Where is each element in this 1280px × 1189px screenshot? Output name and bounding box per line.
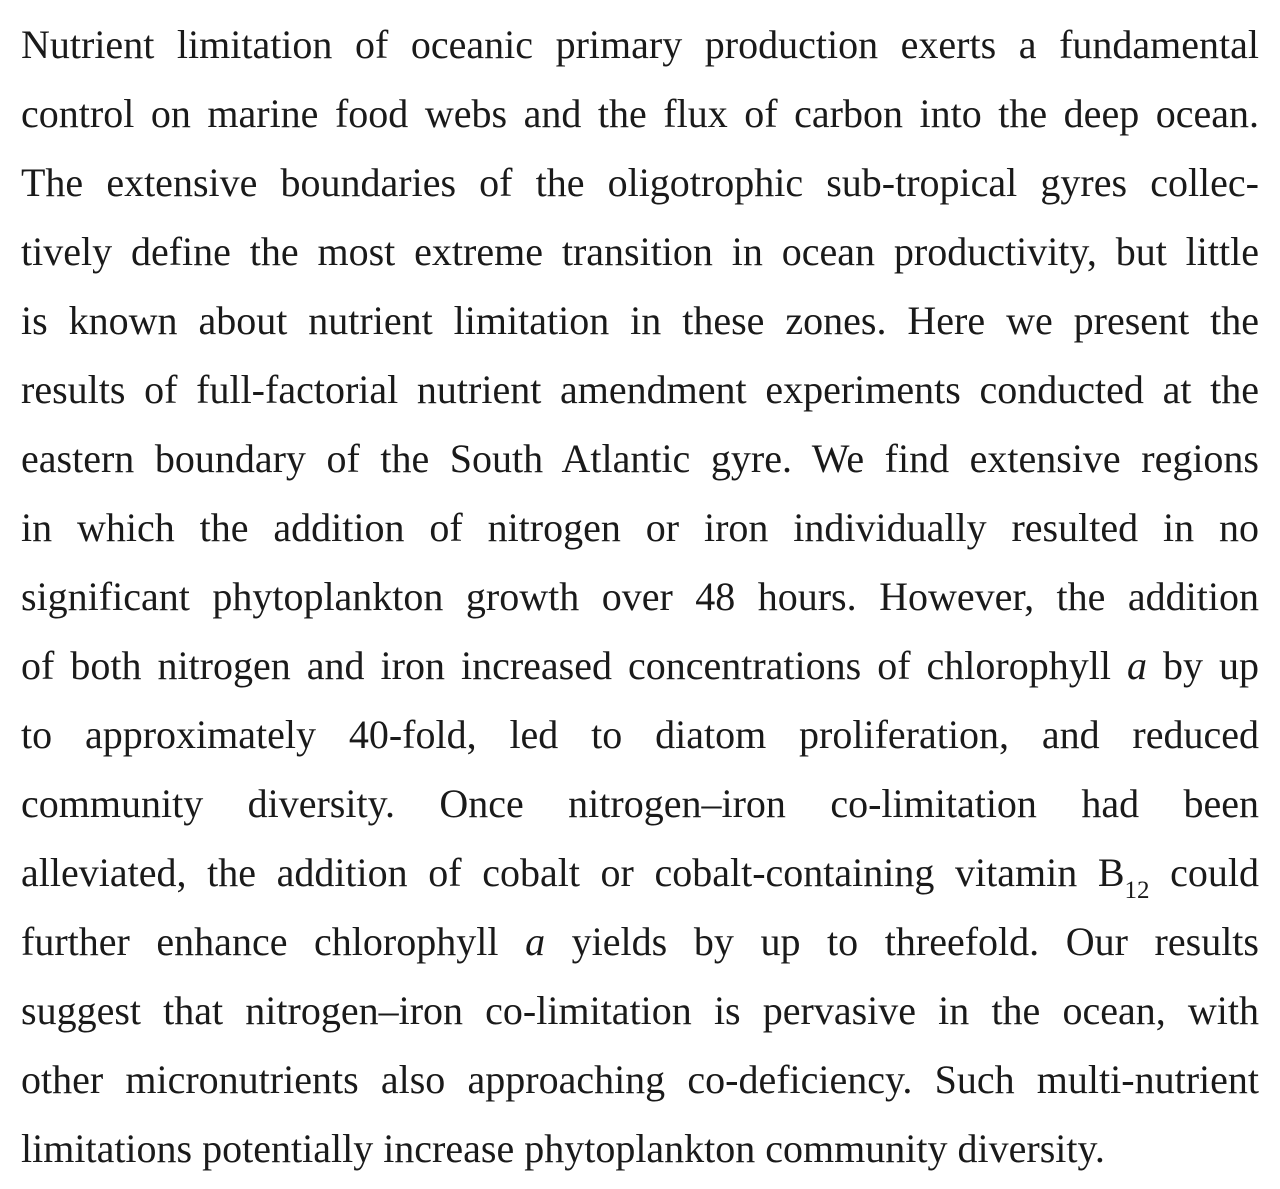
text-line: significant phytoplankton growth over 48 hours. However, the addition [21, 574, 1259, 619]
text-line: Nutrient limitation of oceanic primary production exerts a fundamental [21, 22, 1259, 67]
text-line [21, 911, 1259, 980]
text-line: is known about nutrient limitation in these zones. Here we present the [21, 298, 1259, 343]
text-line: in which the addition of nitrogen or iron individually resulted in no [21, 505, 1259, 550]
text-line: other micronutrients also approaching co-deficiency. Such multi-nutrient [21, 1057, 1259, 1102]
text-line: suggest that nitrogen–iron co-limitation is pervasive in the ocean, with [21, 988, 1259, 1033]
text-line: community diversity. Once nitrogen–iron co-limitation had been [21, 781, 1259, 826]
text-line: control on marine food webs and the flux of carbon into the deep ocean. [21, 91, 1259, 136]
text-line: The extensive boundaries of the oligotrophic sub-tropical gyres collec- [21, 160, 1259, 205]
text-run: alleviated, the addition of cobalt or cobalt-containing vitamin B [21, 850, 1125, 895]
text-line: limitations potentially increase phytoplankton community diversity. [21, 1126, 1105, 1171]
text-line: eastern boundary of the South Atlantic gyre. We find extensive regions [21, 436, 1259, 481]
abstract-paragraph [21, 14, 1259, 1187]
text-line [21, 635, 1259, 704]
text-line: tively define the most extreme transition in ocean productivity, but little [21, 229, 1259, 274]
text-line [21, 842, 1259, 911]
subscript: 12 [1124, 877, 1150, 904]
text-run: further enhance chlorophyll [21, 919, 526, 964]
text-run: yields by up to threefold. Our results [545, 919, 1259, 964]
text-line: to approximately 40-fold, led to diatom proliferation, and reduced [21, 712, 1259, 757]
text-line: results of full-factorial nutrient amendment experiments conducted at the [21, 367, 1259, 412]
italic-symbol: a [525, 919, 546, 964]
text-run: could [1149, 850, 1259, 895]
text-run: of both nitrogen and iron increased concentrations of chlorophyll [21, 643, 1127, 688]
text-run: by up [1146, 643, 1259, 688]
italic-symbol: a [1126, 643, 1147, 688]
